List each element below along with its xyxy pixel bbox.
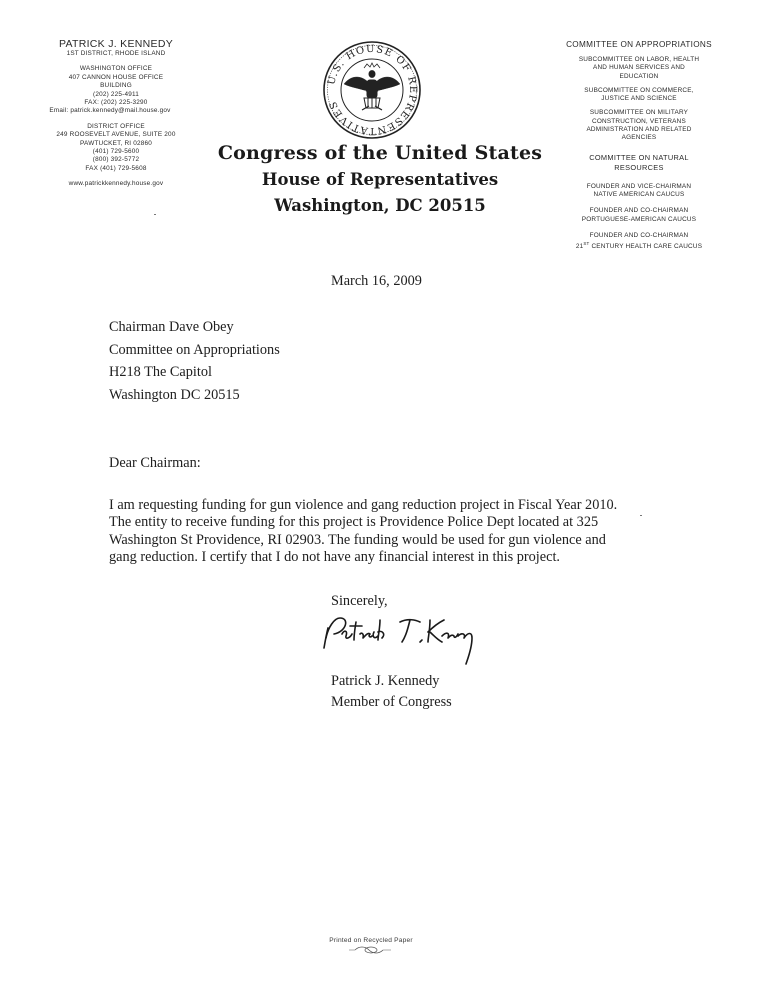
district-address-line-2: PAWTUCKET, RI 02860 bbox=[80, 139, 152, 147]
closing: Sincerely, bbox=[331, 593, 388, 609]
washington-phone: (202) 225-4911 bbox=[92, 90, 140, 98]
body-line: The entity to receive funding for this project is Providence Police Dept located at 325 bbox=[109, 514, 599, 531]
caucus-health-rest: CENTURY HEALTH CARE CAUCUS bbox=[589, 243, 703, 251]
caucus-native-line-1: FOUNDER AND VICE-CHAIRMAN bbox=[586, 182, 692, 190]
washington-fax: FAX: (202) 225-3290 bbox=[84, 99, 148, 107]
recipient-line: Washington DC 20515 bbox=[109, 386, 240, 403]
subcommittee-military-line-4: AGENCIES bbox=[621, 134, 657, 142]
subcommittee-military-line-2: CONSTRUCTION, VETERANS bbox=[592, 117, 686, 125]
committee-natural-line-1: COMMITTEE ON NATURAL bbox=[589, 152, 689, 162]
recipient-address bbox=[109, 316, 280, 406]
subcommittee-labor-line-1: SUBCOMMITTEE ON LABOR, HEALTH bbox=[578, 56, 700, 63]
caucus-health-number: 21 bbox=[575, 243, 584, 251]
recipient-line: Committee on Appropriations bbox=[109, 341, 280, 358]
city-line: Washington, DC 20515 bbox=[274, 196, 486, 215]
caucus-health-ordinal: ST bbox=[583, 241, 590, 247]
recipient-line: Chairman Dave Obey bbox=[109, 319, 234, 335]
body-line: I am requesting funding for gun violence and gang reduction project in Fiscal Year 2010. bbox=[109, 497, 618, 513]
member-website: www.patrickkennedy.house.gov bbox=[68, 180, 164, 188]
body-line: Washington St Providence, RI 02903. The funding would be used for gun violence and bbox=[109, 531, 606, 548]
salutation: Dear Chairman: bbox=[109, 455, 201, 471]
union-bug-icon bbox=[341, 945, 401, 955]
subcommittee-military-line-3: ADMINISTRATION AND RELATED bbox=[586, 126, 692, 134]
seal-text: U.S. HOUSE OF REPRESENTATIVES bbox=[326, 43, 419, 137]
footer bbox=[296, 937, 446, 955]
district-phone-2: (800) 392-5772 bbox=[92, 156, 140, 164]
signer-title: Member of Congress bbox=[331, 693, 452, 710]
body-line: gang reduction. I certify that I do not have any financial interest in this project. bbox=[109, 548, 560, 565]
committee-appropriations: COMMITTEE ON APPROPRIATIONS bbox=[566, 40, 712, 49]
caucus-native-line-2: NATIVE AMERICAN CAUCUS bbox=[593, 190, 685, 198]
washington-office-label: WASHINGTON OFFICE bbox=[79, 65, 153, 73]
signer-name: Patrick J. Kennedy bbox=[331, 673, 440, 689]
subcommittee-commerce-line-2: JUSTICE AND SCIENCE bbox=[601, 95, 677, 103]
caucus-portuguese-line-1: FOUNDER AND CO-CHAIRMAN bbox=[589, 207, 689, 215]
subcommittee-labor-line-3: EDUCATION bbox=[619, 72, 659, 80]
letter-body bbox=[109, 497, 669, 566]
house-seal-icon bbox=[322, 40, 422, 140]
caucus-health-line-1: FOUNDER AND CO-CHAIRMAN bbox=[589, 231, 689, 239]
district-address-line-1: 249 ROOSEVELT AVENUE, SUITE 200 bbox=[56, 131, 176, 139]
handwritten-signature bbox=[316, 608, 486, 666]
member-contact-block bbox=[36, 38, 196, 189]
member-district: 1ST DISTRICT, RHODE ISLAND bbox=[66, 50, 166, 57]
washington-address-line-2: BUILDING bbox=[100, 82, 132, 90]
subcommittee-labor-line-2: AND HUMAN SERVICES AND bbox=[593, 64, 685, 72]
washington-address-line-1: 407 CANNON HOUSE OFFICE bbox=[68, 73, 164, 81]
subcommittee-military-line-1: SUBCOMMITTEE ON MILITARY bbox=[589, 109, 689, 117]
member-email: Email: patrick.kennedy@mail.house.gov bbox=[49, 107, 171, 115]
committee-block bbox=[552, 40, 726, 251]
district-phone-1: (401) 729-5600 bbox=[92, 148, 140, 156]
caucus-portuguese-line-2: PORTUGUESE-AMERICAN CAUCUS bbox=[581, 215, 697, 223]
letter-date: March 16, 2009 bbox=[331, 273, 422, 289]
subcommittee-commerce-line-1: SUBCOMMITTEE ON COMMERCE, bbox=[584, 86, 694, 94]
recipient-line: H218 The Capitol bbox=[109, 364, 212, 380]
house-title: House of Representatives bbox=[261, 170, 499, 189]
signer-block bbox=[331, 671, 452, 712]
printed-on-recycled-paper: Printed on Recycled Paper bbox=[329, 937, 413, 944]
district-office-label: DISTRICT OFFICE bbox=[87, 122, 145, 130]
caucus-health-line-2 bbox=[552, 240, 726, 251]
committee-natural-line-2: RESOURCES bbox=[614, 162, 664, 172]
congress-title: Congress of the United States bbox=[217, 142, 543, 164]
district-fax: FAX (401) 729-5608 bbox=[85, 164, 147, 172]
member-name: PATRICK J. KENNEDY bbox=[58, 38, 174, 50]
